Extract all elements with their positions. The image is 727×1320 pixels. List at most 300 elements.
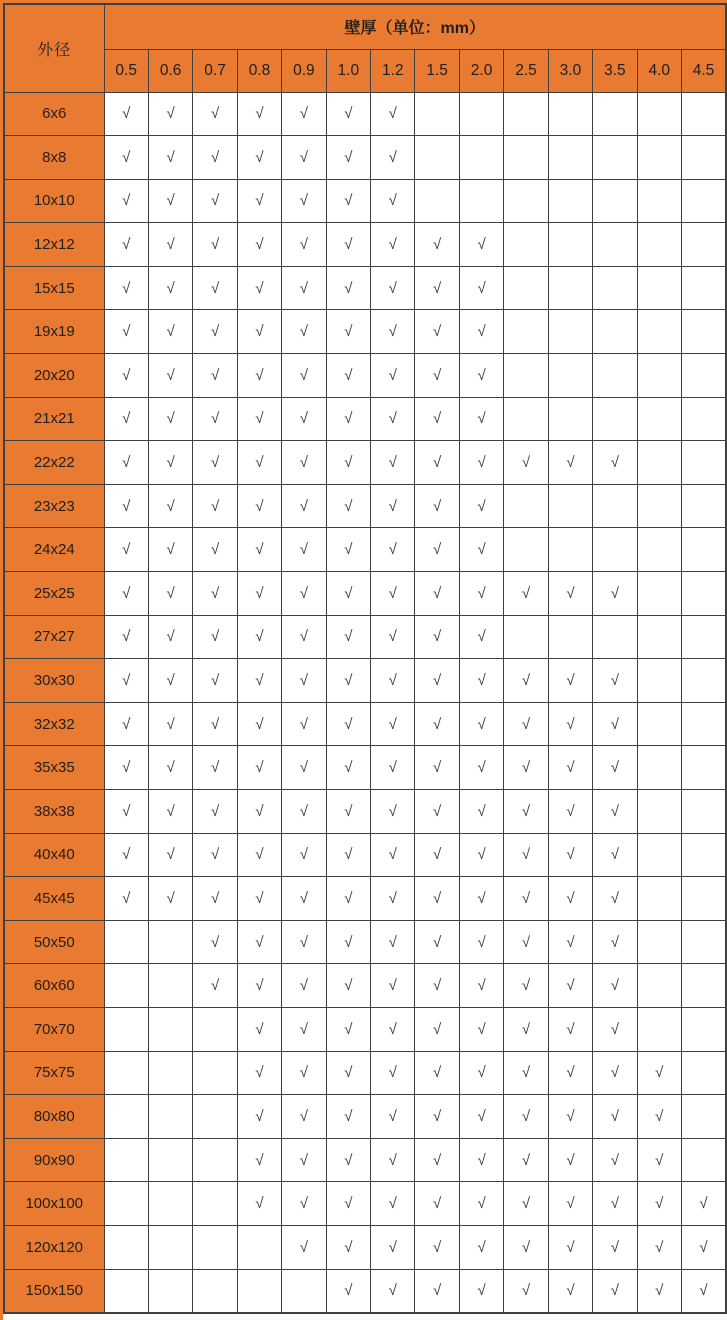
empty-cell-80x80-0.6 (148, 1095, 192, 1139)
size-label-150x150: 150x150 (4, 1269, 104, 1313)
empty-cell-25x25-4.5 (681, 572, 726, 616)
check-cell-12x12-0.9: √ (282, 223, 326, 267)
check-cell-30x30-0.8: √ (237, 659, 281, 703)
check-cell-100x100-0.9: √ (282, 1182, 326, 1226)
check-cell-21x21-0.8: √ (237, 397, 281, 441)
check-cell-80x80-1.2: √ (371, 1095, 415, 1139)
check-cell-32x32-1.5: √ (415, 702, 459, 746)
check-cell-70x70-1.2: √ (371, 1007, 415, 1051)
empty-cell-8x8-1.5 (415, 136, 459, 180)
thickness-header-2.5: 2.5 (504, 49, 548, 92)
empty-cell-30x30-4.5 (681, 659, 726, 703)
check-cell-38x38-0.5: √ (104, 790, 148, 834)
empty-cell-12x12-4.5 (681, 223, 726, 267)
check-cell-27x27-1.0: √ (326, 615, 370, 659)
outer-diameter-header: 外径 (4, 4, 104, 92)
check-cell-70x70-1.0: √ (326, 1007, 370, 1051)
empty-cell-120x120-0.5 (104, 1225, 148, 1269)
size-label-45x45: 45x45 (4, 877, 104, 921)
size-label-75x75: 75x75 (4, 1051, 104, 1095)
check-cell-75x75-1.5: √ (415, 1051, 459, 1095)
check-cell-6x6-0.5: √ (104, 92, 148, 136)
size-label-60x60: 60x60 (4, 964, 104, 1008)
check-cell-80x80-3.5: √ (593, 1095, 637, 1139)
check-cell-40x40-0.9: √ (282, 833, 326, 877)
check-cell-22x22-3.0: √ (548, 441, 592, 485)
empty-cell-23x23-4.5 (681, 484, 726, 528)
check-cell-45x45-1.0: √ (326, 877, 370, 921)
check-cell-10x10-0.5: √ (104, 179, 148, 223)
check-cell-8x8-0.7: √ (193, 136, 237, 180)
check-cell-150x150-1.5: √ (415, 1269, 459, 1313)
empty-cell-150x150-0.8 (237, 1269, 281, 1313)
check-cell-75x75-2.0: √ (459, 1051, 503, 1095)
table-row-80x80 (4, 1095, 726, 1139)
empty-cell-12x12-2.5 (504, 223, 548, 267)
size-label-20x20: 20x20 (4, 354, 104, 398)
check-cell-75x75-0.8: √ (237, 1051, 281, 1095)
table-row-50x50 (4, 920, 726, 964)
thickness-header-0.6: 0.6 (148, 49, 192, 92)
check-cell-80x80-3.0: √ (548, 1095, 592, 1139)
check-cell-25x25-3.5: √ (593, 572, 637, 616)
check-cell-45x45-0.5: √ (104, 877, 148, 921)
empty-cell-40x40-4.0 (637, 833, 681, 877)
empty-cell-38x38-4.0 (637, 790, 681, 834)
check-cell-20x20-0.9: √ (282, 354, 326, 398)
check-cell-120x120-1.2: √ (371, 1225, 415, 1269)
check-cell-15x15-0.7: √ (193, 266, 237, 310)
check-cell-27x27-1.5: √ (415, 615, 459, 659)
empty-cell-45x45-4.0 (637, 877, 681, 921)
check-cell-40x40-2.5: √ (504, 833, 548, 877)
check-cell-100x100-1.5: √ (415, 1182, 459, 1226)
thickness-header-0.5: 0.5 (104, 49, 148, 92)
check-cell-100x100-4.0: √ (637, 1182, 681, 1226)
table-row-23x23 (4, 484, 726, 528)
check-cell-15x15-0.9: √ (282, 266, 326, 310)
check-cell-60x60-2.0: √ (459, 964, 503, 1008)
check-cell-40x40-0.6: √ (148, 833, 192, 877)
check-cell-25x25-0.5: √ (104, 572, 148, 616)
check-cell-19x19-1.5: √ (415, 310, 459, 354)
empty-cell-90x90-0.7 (193, 1138, 237, 1182)
check-cell-38x38-1.2: √ (371, 790, 415, 834)
check-cell-20x20-0.6: √ (148, 354, 192, 398)
check-cell-45x45-0.7: √ (193, 877, 237, 921)
check-cell-24x24-0.6: √ (148, 528, 192, 572)
check-cell-120x120-0.9: √ (282, 1225, 326, 1269)
check-cell-27x27-0.9: √ (282, 615, 326, 659)
check-cell-12x12-0.7: √ (193, 223, 237, 267)
check-cell-22x22-3.5: √ (593, 441, 637, 485)
check-cell-25x25-1.2: √ (371, 572, 415, 616)
size-label-80x80: 80x80 (4, 1095, 104, 1139)
check-cell-40x40-1.0: √ (326, 833, 370, 877)
empty-cell-6x6-3.5 (593, 92, 637, 136)
check-cell-90x90-1.2: √ (371, 1138, 415, 1182)
check-cell-45x45-3.5: √ (593, 877, 637, 921)
check-cell-60x60-1.0: √ (326, 964, 370, 1008)
empty-cell-24x24-3.5 (593, 528, 637, 572)
empty-cell-15x15-3.5 (593, 266, 637, 310)
check-cell-50x50-1.2: √ (371, 920, 415, 964)
size-label-70x70: 70x70 (4, 1007, 104, 1051)
check-cell-50x50-0.7: √ (193, 920, 237, 964)
empty-cell-60x60-4.0 (637, 964, 681, 1008)
empty-cell-8x8-4.5 (681, 136, 726, 180)
thickness-header-0.7: 0.7 (193, 49, 237, 92)
check-cell-15x15-0.5: √ (104, 266, 148, 310)
empty-cell-21x21-3.5 (593, 397, 637, 441)
empty-cell-70x70-0.5 (104, 1007, 148, 1051)
table-body (4, 92, 726, 1313)
check-cell-35x35-0.8: √ (237, 746, 281, 790)
check-cell-32x32-2.5: √ (504, 702, 548, 746)
check-cell-23x23-1.2: √ (371, 484, 415, 528)
check-cell-10x10-0.9: √ (282, 179, 326, 223)
check-cell-30x30-0.6: √ (148, 659, 192, 703)
check-cell-40x40-2.0: √ (459, 833, 503, 877)
check-cell-50x50-2.0: √ (459, 920, 503, 964)
check-cell-70x70-2.0: √ (459, 1007, 503, 1051)
check-cell-100x100-0.8: √ (237, 1182, 281, 1226)
check-cell-100x100-1.0: √ (326, 1182, 370, 1226)
empty-cell-150x150-0.9 (282, 1269, 326, 1313)
empty-cell-15x15-3.0 (548, 266, 592, 310)
check-cell-38x38-2.0: √ (459, 790, 503, 834)
check-cell-30x30-0.9: √ (282, 659, 326, 703)
table-row-8x8 (4, 136, 726, 180)
check-cell-35x35-1.0: √ (326, 746, 370, 790)
empty-cell-6x6-4.5 (681, 92, 726, 136)
check-cell-80x80-4.0: √ (637, 1095, 681, 1139)
thickness-header-1.2: 1.2 (371, 49, 415, 92)
check-cell-40x40-1.5: √ (415, 833, 459, 877)
check-cell-90x90-3.0: √ (548, 1138, 592, 1182)
size-label-120x120: 120x120 (4, 1225, 104, 1269)
check-cell-75x75-3.0: √ (548, 1051, 592, 1095)
table-row-19x19 (4, 310, 726, 354)
empty-cell-50x50-0.5 (104, 920, 148, 964)
check-cell-27x27-0.7: √ (193, 615, 237, 659)
check-cell-23x23-0.9: √ (282, 484, 326, 528)
check-cell-24x24-0.7: √ (193, 528, 237, 572)
thickness-header-1.5: 1.5 (415, 49, 459, 92)
check-cell-23x23-0.6: √ (148, 484, 192, 528)
size-label-15x15: 15x15 (4, 266, 104, 310)
check-cell-38x38-2.5: √ (504, 790, 548, 834)
check-cell-50x50-1.5: √ (415, 920, 459, 964)
table-row-100x100 (4, 1182, 726, 1226)
check-cell-75x75-2.5: √ (504, 1051, 548, 1095)
check-cell-50x50-2.5: √ (504, 920, 548, 964)
check-cell-24x24-1.2: √ (371, 528, 415, 572)
check-cell-19x19-0.9: √ (282, 310, 326, 354)
check-cell-12x12-1.2: √ (371, 223, 415, 267)
check-cell-19x19-2.0: √ (459, 310, 503, 354)
empty-cell-10x10-4.5 (681, 179, 726, 223)
check-cell-75x75-3.5: √ (593, 1051, 637, 1095)
check-cell-24x24-2.0: √ (459, 528, 503, 572)
check-cell-24x24-0.5: √ (104, 528, 148, 572)
empty-cell-75x75-0.5 (104, 1051, 148, 1095)
size-label-24x24: 24x24 (4, 528, 104, 572)
empty-cell-75x75-0.6 (148, 1051, 192, 1095)
check-cell-22x22-0.7: √ (193, 441, 237, 485)
check-cell-22x22-0.9: √ (282, 441, 326, 485)
check-cell-60x60-3.5: √ (593, 964, 637, 1008)
empty-cell-45x45-4.5 (681, 877, 726, 921)
check-cell-8x8-0.8: √ (237, 136, 281, 180)
empty-cell-27x27-3.0 (548, 615, 592, 659)
check-cell-12x12-2.0: √ (459, 223, 503, 267)
check-cell-22x22-1.0: √ (326, 441, 370, 485)
table-row-40x40 (4, 833, 726, 877)
check-cell-80x80-2.5: √ (504, 1095, 548, 1139)
empty-cell-90x90-4.5 (681, 1138, 726, 1182)
empty-cell-15x15-2.5 (504, 266, 548, 310)
empty-cell-150x150-0.7 (193, 1269, 237, 1313)
check-cell-20x20-1.2: √ (371, 354, 415, 398)
check-cell-23x23-0.7: √ (193, 484, 237, 528)
empty-cell-24x24-4.0 (637, 528, 681, 572)
check-cell-50x50-0.8: √ (237, 920, 281, 964)
check-cell-19x19-0.8: √ (237, 310, 281, 354)
check-cell-60x60-0.9: √ (282, 964, 326, 1008)
check-cell-80x80-2.0: √ (459, 1095, 503, 1139)
empty-cell-120x120-0.6 (148, 1225, 192, 1269)
empty-cell-27x27-4.5 (681, 615, 726, 659)
empty-cell-60x60-0.5 (104, 964, 148, 1008)
check-cell-23x23-1.0: √ (326, 484, 370, 528)
check-cell-20x20-2.0: √ (459, 354, 503, 398)
size-label-22x22: 22x22 (4, 441, 104, 485)
check-cell-21x21-0.9: √ (282, 397, 326, 441)
check-cell-35x35-2.0: √ (459, 746, 503, 790)
check-cell-45x45-0.6: √ (148, 877, 192, 921)
check-cell-150x150-1.0: √ (326, 1269, 370, 1313)
empty-cell-19x19-4.0 (637, 310, 681, 354)
table-row-70x70 (4, 1007, 726, 1051)
check-cell-60x60-1.2: √ (371, 964, 415, 1008)
check-cell-100x100-2.5: √ (504, 1182, 548, 1226)
thickness-header-3.5: 3.5 (593, 49, 637, 92)
check-cell-8x8-0.9: √ (282, 136, 326, 180)
empty-cell-6x6-3.0 (548, 92, 592, 136)
check-cell-75x75-4.0: √ (637, 1051, 681, 1095)
check-cell-75x75-1.0: √ (326, 1051, 370, 1095)
check-cell-25x25-0.9: √ (282, 572, 326, 616)
table-row-150x150 (4, 1269, 726, 1313)
check-cell-6x6-0.9: √ (282, 92, 326, 136)
check-cell-6x6-1.2: √ (371, 92, 415, 136)
check-cell-150x150-4.5: √ (681, 1269, 726, 1313)
table-row-25x25 (4, 572, 726, 616)
empty-cell-10x10-3.0 (548, 179, 592, 223)
empty-cell-20x20-3.5 (593, 354, 637, 398)
empty-cell-10x10-2.5 (504, 179, 548, 223)
check-cell-21x21-0.6: √ (148, 397, 192, 441)
check-cell-70x70-3.5: √ (593, 1007, 637, 1051)
check-cell-120x120-2.5: √ (504, 1225, 548, 1269)
check-cell-150x150-3.5: √ (593, 1269, 637, 1313)
check-cell-32x32-0.7: √ (193, 702, 237, 746)
check-cell-50x50-3.5: √ (593, 920, 637, 964)
empty-cell-100x100-0.6 (148, 1182, 192, 1226)
empty-cell-60x60-4.5 (681, 964, 726, 1008)
check-cell-32x32-0.8: √ (237, 702, 281, 746)
empty-cell-30x30-4.0 (637, 659, 681, 703)
check-cell-19x19-1.2: √ (371, 310, 415, 354)
table-row-60x60 (4, 964, 726, 1008)
check-cell-90x90-1.0: √ (326, 1138, 370, 1182)
check-cell-21x21-1.2: √ (371, 397, 415, 441)
table-row-22x22 (4, 441, 726, 485)
empty-cell-8x8-3.5 (593, 136, 637, 180)
empty-cell-21x21-3.0 (548, 397, 592, 441)
size-label-19x19: 19x19 (4, 310, 104, 354)
check-cell-90x90-0.8: √ (237, 1138, 281, 1182)
empty-cell-19x19-4.5 (681, 310, 726, 354)
check-cell-100x100-3.0: √ (548, 1182, 592, 1226)
check-cell-45x45-2.0: √ (459, 877, 503, 921)
empty-cell-80x80-4.5 (681, 1095, 726, 1139)
check-cell-38x38-0.7: √ (193, 790, 237, 834)
check-cell-60x60-2.5: √ (504, 964, 548, 1008)
thickness-header-row (4, 49, 726, 92)
empty-cell-80x80-0.5 (104, 1095, 148, 1139)
empty-cell-60x60-0.6 (148, 964, 192, 1008)
check-cell-27x27-0.6: √ (148, 615, 192, 659)
check-cell-150x150-1.2: √ (371, 1269, 415, 1313)
empty-cell-32x32-4.0 (637, 702, 681, 746)
check-cell-24x24-1.0: √ (326, 528, 370, 572)
table-row-90x90 (4, 1138, 726, 1182)
size-label-23x23: 23x23 (4, 484, 104, 528)
thickness-header-2.0: 2.0 (459, 49, 503, 92)
check-cell-25x25-0.6: √ (148, 572, 192, 616)
check-cell-25x25-2.0: √ (459, 572, 503, 616)
table-row-21x21 (4, 397, 726, 441)
check-cell-80x80-1.5: √ (415, 1095, 459, 1139)
check-cell-40x40-0.8: √ (237, 833, 281, 877)
table-row-27x27 (4, 615, 726, 659)
check-cell-38x38-0.8: √ (237, 790, 281, 834)
empty-cell-19x19-3.5 (593, 310, 637, 354)
check-cell-25x25-0.7: √ (193, 572, 237, 616)
empty-cell-6x6-2.5 (504, 92, 548, 136)
size-label-10x10: 10x10 (4, 179, 104, 223)
empty-cell-40x40-4.5 (681, 833, 726, 877)
check-cell-32x32-0.9: √ (282, 702, 326, 746)
size-label-90x90: 90x90 (4, 1138, 104, 1182)
check-cell-45x45-1.5: √ (415, 877, 459, 921)
check-cell-25x25-2.5: √ (504, 572, 548, 616)
check-cell-120x120-1.5: √ (415, 1225, 459, 1269)
empty-cell-8x8-4.0 (637, 136, 681, 180)
check-cell-100x100-3.5: √ (593, 1182, 637, 1226)
check-cell-21x21-0.5: √ (104, 397, 148, 441)
check-cell-90x90-4.0: √ (637, 1138, 681, 1182)
check-cell-50x50-3.0: √ (548, 920, 592, 964)
check-cell-19x19-1.0: √ (326, 310, 370, 354)
empty-cell-19x19-2.5 (504, 310, 548, 354)
table-row-38x38 (4, 790, 726, 834)
empty-cell-35x35-4.5 (681, 746, 726, 790)
check-cell-120x120-4.5: √ (681, 1225, 726, 1269)
check-cell-19x19-0.5: √ (104, 310, 148, 354)
check-cell-45x45-0.9: √ (282, 877, 326, 921)
empty-cell-150x150-0.6 (148, 1269, 192, 1313)
empty-cell-24x24-3.0 (548, 528, 592, 572)
check-cell-23x23-1.5: √ (415, 484, 459, 528)
check-cell-30x30-0.7: √ (193, 659, 237, 703)
empty-cell-50x50-0.6 (148, 920, 192, 964)
empty-cell-35x35-4.0 (637, 746, 681, 790)
check-cell-15x15-0.6: √ (148, 266, 192, 310)
check-cell-120x120-3.0: √ (548, 1225, 592, 1269)
empty-cell-90x90-0.6 (148, 1138, 192, 1182)
thickness-header-4.0: 4.0 (637, 49, 681, 92)
check-cell-100x100-4.5: √ (681, 1182, 726, 1226)
check-cell-25x25-0.8: √ (237, 572, 281, 616)
check-cell-60x60-3.0: √ (548, 964, 592, 1008)
check-cell-90x90-0.9: √ (282, 1138, 326, 1182)
check-cell-38x38-0.6: √ (148, 790, 192, 834)
check-cell-35x35-0.5: √ (104, 746, 148, 790)
empty-cell-25x25-4.0 (637, 572, 681, 616)
check-cell-15x15-2.0: √ (459, 266, 503, 310)
thickness-header-0.9: 0.9 (282, 49, 326, 92)
check-cell-70x70-3.0: √ (548, 1007, 592, 1051)
check-cell-15x15-1.0: √ (326, 266, 370, 310)
empty-cell-8x8-2.0 (459, 136, 503, 180)
check-cell-90x90-3.5: √ (593, 1138, 637, 1182)
check-cell-70x70-2.5: √ (504, 1007, 548, 1051)
check-cell-8x8-0.5: √ (104, 136, 148, 180)
empty-cell-12x12-4.0 (637, 223, 681, 267)
check-cell-32x32-0.6: √ (148, 702, 192, 746)
table-row-6x6 (4, 92, 726, 136)
check-cell-35x35-0.9: √ (282, 746, 326, 790)
empty-cell-10x10-2.0 (459, 179, 503, 223)
check-cell-80x80-0.9: √ (282, 1095, 326, 1139)
check-cell-60x60-0.8: √ (237, 964, 281, 1008)
check-cell-45x45-0.8: √ (237, 877, 281, 921)
check-cell-21x21-0.7: √ (193, 397, 237, 441)
table-row-75x75 (4, 1051, 726, 1095)
empty-cell-23x23-3.5 (593, 484, 637, 528)
table-row-30x30 (4, 659, 726, 703)
empty-cell-32x32-4.5 (681, 702, 726, 746)
check-cell-27x27-2.0: √ (459, 615, 503, 659)
check-cell-70x70-0.9: √ (282, 1007, 326, 1051)
check-cell-27x27-1.2: √ (371, 615, 415, 659)
check-cell-45x45-1.2: √ (371, 877, 415, 921)
check-cell-25x25-3.0: √ (548, 572, 592, 616)
check-cell-150x150-3.0: √ (548, 1269, 592, 1313)
check-cell-8x8-1.0: √ (326, 136, 370, 180)
check-cell-10x10-1.0: √ (326, 179, 370, 223)
check-cell-35x35-3.0: √ (548, 746, 592, 790)
size-label-27x27: 27x27 (4, 615, 104, 659)
check-cell-20x20-0.5: √ (104, 354, 148, 398)
size-label-12x12: 12x12 (4, 223, 104, 267)
empty-cell-21x21-4.0 (637, 397, 681, 441)
empty-cell-38x38-4.5 (681, 790, 726, 834)
empty-cell-20x20-4.5 (681, 354, 726, 398)
